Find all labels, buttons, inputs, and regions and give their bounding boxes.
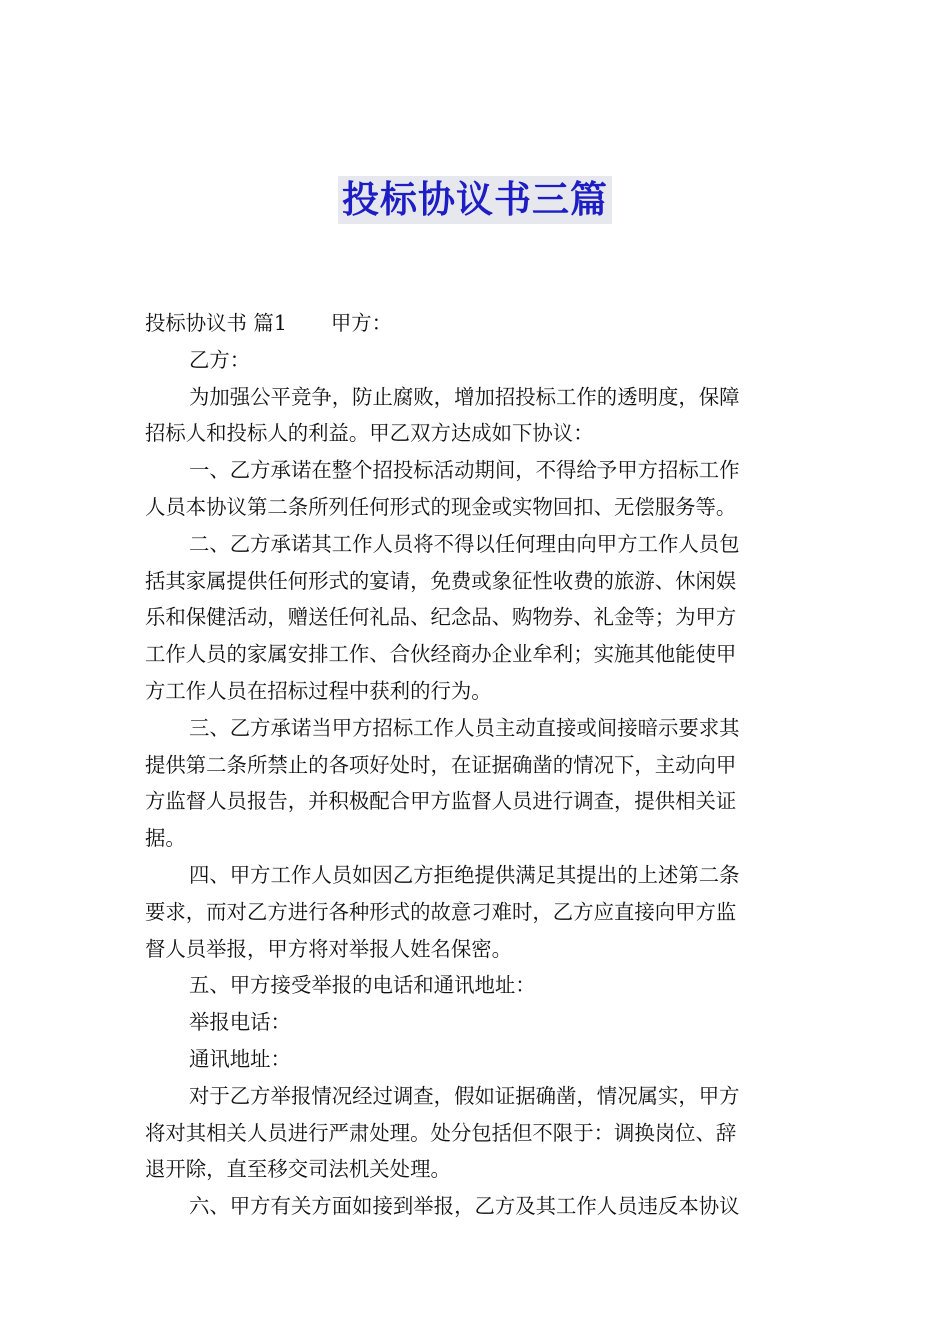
paragraph-line: 为加强公平竞争，防止腐败，增加招投标工作的透明度，保障 [189,384,740,409]
document-body [145,305,805,1225]
section-heading: 投标协议书 篇1 [145,311,287,335]
paragraph-line: 一、乙方承诺在整个招投标活动期间，不得给予甲方招标工作 [189,458,740,483]
party-a-label: 甲方： [330,311,392,335]
paragraph-line: 乙方： [189,347,251,372]
paragraph-line: 方监督人员报告，并积极配合甲方监督人员进行调查，提供相关证 [145,789,737,814]
paragraph-line: 招标人和投标人的利益。甲乙双方达成如下协议： [145,421,594,446]
paragraph-line: 提供第二条所禁止的各项好处时，在证据确凿的情况下，主动向甲 [145,752,737,777]
paragraph-line: 督人员举报，甲方将对举报人姓名保密。 [145,936,513,961]
paragraph-line: 工作人员的家属安排工作、合伙经商办企业牟利；实施其他能使甲 [145,642,737,667]
paragraph-line: 四、甲方工作人员如因乙方拒绝提供满足其提出的上述第二条 [189,862,740,887]
paragraph-line: 乐和保健活动，赠送任何礼品、纪念品、购物券、礼金等；为甲方 [145,605,737,630]
paragraph-line: 方工作人员在招标过程中获利的行为。 [145,678,492,703]
paragraph-line: 要求，而对乙方进行各种形式的故意刁难时，乙方应直接向甲方监 [145,899,737,924]
paragraph-line: 六、甲方有关方面如接到举报，乙方及其工作人员违反本协议 [189,1194,740,1219]
paragraph-line: 对于乙方举报情况经过调查，假如证据确凿，情况属实，甲方 [189,1083,740,1108]
paragraph-line: 人员本协议第二条所列任何形式的现金或实物回扣、无偿服务等。 [145,494,737,519]
paragraph-line: 括其家属提供任何形式的宴请，免费或象征性收费的旅游、休闲娱 [145,568,737,593]
paragraph-line: 五、甲方接受举报的电话和通讯地址： [189,973,536,998]
paragraph-line: 据。 [145,826,186,851]
paragraph-line: 举报电话： [189,1010,291,1035]
paragraph-line: 三、乙方承诺当甲方招标工作人员主动直接或间接暗示要求其 [189,715,740,740]
paragraph-line: 将对其相关人员进行严肃处理。处分包括但不限于：调换岗位、辞 [145,1120,737,1145]
title-container [0,176,950,224]
section-heading-line [145,305,805,342]
paragraph-line: 二、乙方承诺其工作人员将不得以任何理由向甲方工作人员包 [189,531,740,556]
document-title: 投标协议书三篇 [338,176,612,224]
paragraph-line: 通讯地址： [189,1046,291,1071]
paragraph-line: 退开除，直至移交司法机关处理。 [145,1157,451,1182]
